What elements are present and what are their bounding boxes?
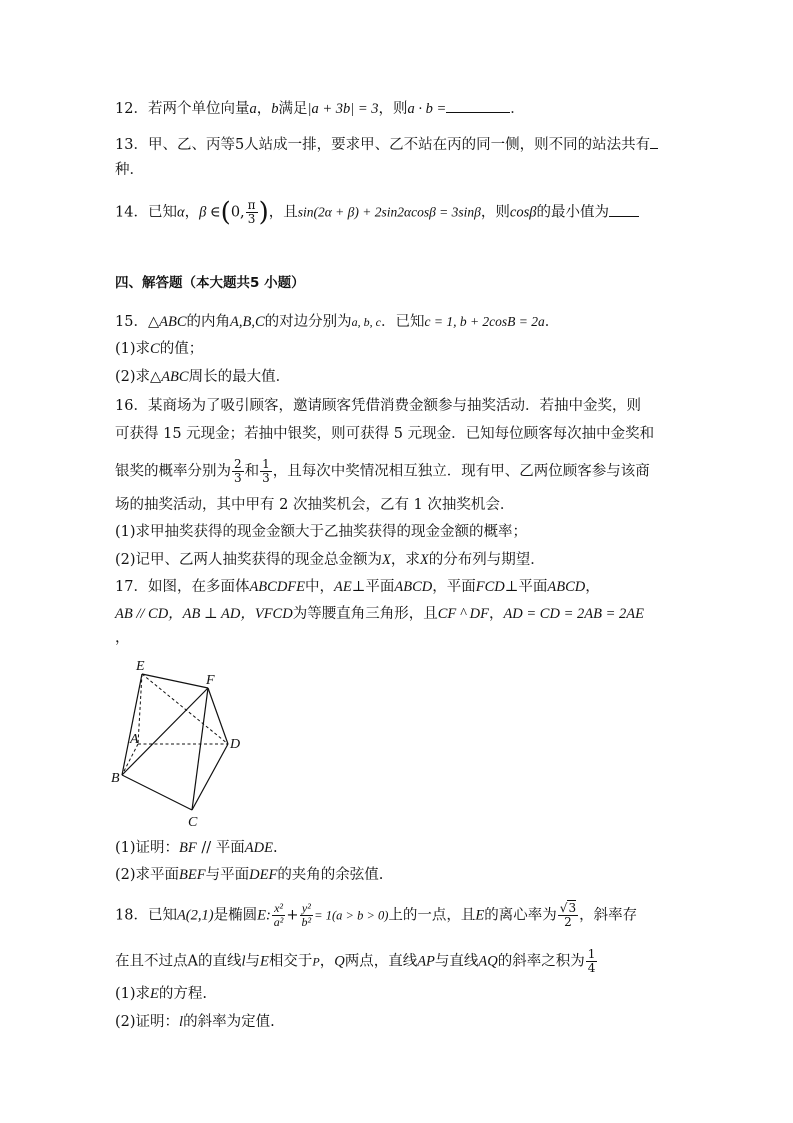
q15-p1-text: (1)求	[115, 341, 151, 357]
q15-p2-text: (2)求△	[115, 369, 162, 385]
fraction-1-4	[586, 948, 598, 975]
q12-number: 12．	[115, 101, 148, 117]
polyhedron-figure	[108, 650, 258, 830]
q18-p1-end: 的方程.	[158, 986, 208, 1002]
ellipse-e: E	[260, 953, 269, 970]
ellipse-condition: = 1(a > b > 0)	[314, 908, 389, 923]
q17-line2	[115, 604, 644, 624]
q13-line1	[115, 134, 658, 155]
q17-text: 如图，在多面体	[147, 579, 250, 595]
angle-c: C	[150, 341, 160, 357]
q16-line3	[115, 458, 650, 485]
q17-p2-end: 的夹角的余弦值.	[277, 867, 384, 883]
q18-text3: 上的一点，且	[388, 907, 476, 924]
q18-p1-text: (1)求	[115, 986, 151, 1002]
q18-text8: 相交于	[268, 953, 313, 970]
perp-condition: CF ^ DF	[437, 606, 489, 622]
edge-bc	[122, 775, 192, 810]
point-a: A(2,1)	[176, 907, 214, 924]
q14-text: 已知	[147, 204, 177, 221]
q18-line1	[115, 902, 637, 929]
q12-end: ．	[510, 101, 525, 117]
q16-text1: 某商场为了吸引顾客，邀请顾客凭借消费金额参与抽奖活动．若抽中金奖，则	[147, 398, 641, 414]
q18-number: 18．	[115, 907, 148, 924]
q16-number: 16．	[115, 398, 148, 414]
q17-text2: 中，	[305, 579, 335, 595]
q14-equation: sin(2α + β) + 2sin2αcosβ = 3sinβ	[297, 204, 481, 220]
triangle-fcd: VFCD	[254, 606, 293, 622]
q15-part1	[115, 339, 203, 359]
numerator: y²	[301, 901, 311, 915]
denominator: 3	[234, 471, 242, 485]
plane-abcd: ABCD	[547, 579, 586, 595]
denominator: 2	[564, 915, 572, 929]
q16-text3b: ，且每次中奖情况相互独立．现有甲、乙两位顾客参与该商	[272, 463, 650, 480]
q18-text7: 与	[245, 953, 261, 970]
q15-condition: c = 1, b + 2cosB = 2a	[424, 314, 545, 329]
q15-number: 15．	[115, 314, 148, 330]
plane-def: DEF	[249, 867, 278, 883]
label-d: D	[230, 737, 241, 752]
edge-ab	[122, 744, 138, 775]
and-text: 和	[244, 463, 260, 480]
q17-line3: ，	[115, 630, 130, 646]
q12-dot-product: a · b =	[407, 101, 447, 117]
q15-line	[115, 312, 559, 332]
q17-p1-text: (1)证明：	[115, 840, 180, 856]
edge-ef	[142, 674, 208, 688]
plus-sign: +	[286, 907, 299, 924]
numerator: √3	[559, 901, 577, 915]
q15-text3: ．已知	[380, 314, 425, 330]
q17-number: 17．	[115, 579, 148, 595]
q18-part2	[115, 1012, 275, 1032]
q15-p1-end: 的值；	[159, 341, 204, 357]
label-e: E	[136, 659, 145, 674]
denominator: 3	[262, 471, 270, 485]
q17-p2-text: (2)求平面	[115, 867, 180, 883]
q16-part1: (1)求甲抽奖获得的现金金额大于乙抽奖获得的现金金额的概率；	[115, 524, 528, 540]
denominator: a²	[273, 915, 284, 929]
vector-b: b	[271, 101, 279, 117]
q18-text5: ，斜率存	[579, 907, 638, 924]
answer-blank[interactable]	[609, 202, 639, 217]
fraction-1-3	[260, 458, 272, 485]
vector-a: a	[249, 101, 257, 117]
label-c: C	[188, 815, 198, 830]
numerator: 2	[234, 457, 242, 471]
q13-text: 甲、乙、丙等5人站成一排，要求甲、乙不站在丙的同一侧，则不同的站法共有	[147, 137, 651, 153]
q18-text4: 的离心率为	[484, 907, 557, 924]
q16-line1	[115, 396, 641, 416]
q17-comma2: ，	[488, 606, 504, 622]
alpha-symbol: α	[176, 204, 185, 221]
q14-text4: 的最小值为	[536, 204, 609, 221]
right-paren-icon: )	[258, 197, 269, 228]
polyhedron-name: ABCDFE	[249, 579, 306, 595]
q16-line4: 场的抽奖活动，其中甲有 2 次抽奖机会，乙有 1 次抽奖机会．	[115, 497, 515, 513]
label-a: A	[130, 732, 139, 747]
q17-conditions: AB // CD，AB ⊥ AD，	[115, 606, 255, 622]
q12-text: 若两个单位向量	[147, 101, 250, 117]
ellipse-e: E	[150, 986, 159, 1002]
q17-p2-text2: 与平面	[205, 867, 250, 883]
label-b: B	[111, 771, 120, 786]
q16-line2: 可获得 15 元现金；若抽中银奖，则可获得 5 元现金．已知每位顾客每次抽中金奖和	[115, 426, 655, 442]
q12-text2: 满足	[278, 101, 308, 117]
q18-line2	[115, 948, 598, 975]
fraction-y2-b2	[300, 902, 314, 929]
fraction-sqrt3-2	[558, 902, 578, 929]
q16-part2	[115, 550, 545, 570]
denominator: 4	[587, 961, 596, 975]
interval-left: 0,	[230, 204, 245, 221]
answer-blank[interactable]	[650, 134, 658, 149]
q16-p2-text2: ，求	[390, 552, 420, 568]
fraction-x2-a2	[272, 902, 286, 929]
q18-text10: 与直线	[434, 953, 479, 970]
pi-over-3	[246, 199, 258, 226]
beta-in: β ∈	[199, 204, 221, 221]
q16-p2-end: 的分布列与期望．	[428, 552, 545, 568]
length-condition: AD = CD = 2AB = 2AE	[503, 606, 644, 622]
q18-text: 已知	[147, 907, 177, 924]
numerator: 1	[262, 457, 270, 471]
var-x: X	[419, 552, 429, 568]
q12-line	[115, 98, 525, 119]
q12-expression: |a + 3b| = 3	[307, 101, 379, 117]
q17-p1-end: .	[272, 840, 278, 856]
line-ap: AP	[417, 953, 435, 970]
q15-p2-end: 周长的最大值．	[188, 369, 291, 385]
q15-part2	[115, 367, 290, 387]
angles: A,B,C	[230, 314, 265, 330]
numerator: 1	[587, 947, 596, 961]
q17-p1-text2: // 平面	[196, 840, 245, 856]
segment-ae: AE	[334, 579, 352, 595]
section-title: 四、解答题（本大题共5 小题）	[115, 275, 305, 291]
q18-text6: 在且不过点A的直线	[115, 953, 242, 970]
plane-bef: BEF	[179, 867, 206, 883]
edge-cd	[192, 744, 228, 810]
q14-number: 14．	[115, 204, 148, 221]
q14-text2: ，且	[268, 204, 298, 221]
q18-text2: 是椭圆	[213, 907, 258, 924]
left-paren-icon: (	[220, 197, 231, 228]
q17-text5: ⊥平面	[504, 579, 548, 595]
plane-abcd: ABCD	[394, 579, 433, 595]
q17-text6: 为等腰直角三角形，且	[292, 606, 438, 622]
q12-comma: ，	[256, 101, 272, 117]
q14-text3: ，则	[480, 204, 510, 221]
edge-fd	[208, 688, 228, 744]
point-p: P	[312, 954, 320, 969]
q13-text2: 种．	[115, 162, 144, 178]
line-aq: AQ	[478, 953, 498, 970]
q17-comma: ，	[585, 579, 600, 595]
segment-bf: BF	[179, 840, 197, 856]
q14-comma: ，	[184, 204, 200, 221]
q12-text3: ，则	[378, 101, 408, 117]
radicand: 3	[568, 901, 577, 915]
q15-text: 的内角	[186, 314, 230, 330]
cos-beta: cosβ	[509, 204, 537, 221]
line-l: l	[241, 953, 246, 970]
fraction-2-3	[232, 458, 244, 485]
q15-text2: 的对边分别为	[264, 314, 352, 330]
q16-p2-text: (2)记甲、乙两人抽奖获得的现金总金额为	[115, 552, 383, 568]
q16-text3a: 银奖的概率分别为	[115, 463, 231, 480]
q18-p2-end: 的斜率为定值.	[183, 1014, 275, 1030]
edge-fc	[192, 688, 208, 810]
label-f: F	[206, 673, 215, 688]
triangle-symbol: △	[147, 314, 160, 330]
q13-line2	[115, 160, 144, 180]
q18-text11: 的斜率之积为	[497, 953, 585, 970]
q18-part1	[115, 984, 207, 1004]
line-l: l	[179, 1014, 184, 1030]
q14-line	[115, 199, 639, 226]
q17-part2	[115, 865, 383, 885]
point-q: Q	[334, 953, 345, 970]
q18-comma: ，	[319, 953, 335, 970]
q15-end: ．	[544, 314, 560, 330]
ellipse-e: E	[475, 907, 485, 924]
q17-part1	[115, 838, 278, 858]
triangle-abc: ABC	[161, 369, 189, 385]
numerator: x²	[274, 901, 284, 915]
q17-text3: ⊥平面	[351, 579, 395, 595]
three: 3	[247, 212, 256, 226]
q17-line1	[115, 577, 600, 597]
plane-fcd: FCD	[475, 579, 505, 595]
plane-ade: ADE	[244, 840, 273, 856]
q13-number: 13．	[115, 137, 148, 153]
sides: a, b, c	[351, 315, 381, 329]
triangle-abc: ABC	[159, 314, 187, 330]
q17-text4: ，平面	[432, 579, 476, 595]
q18-p2-text: (2)证明：	[115, 1014, 180, 1030]
denominator: b²	[301, 915, 312, 929]
var-x: X	[382, 552, 391, 568]
pi: π	[247, 198, 256, 212]
q18-text9: 两点，直线	[344, 953, 418, 970]
answer-blank[interactable]	[446, 98, 510, 113]
ellipse-name: E:	[257, 907, 271, 924]
